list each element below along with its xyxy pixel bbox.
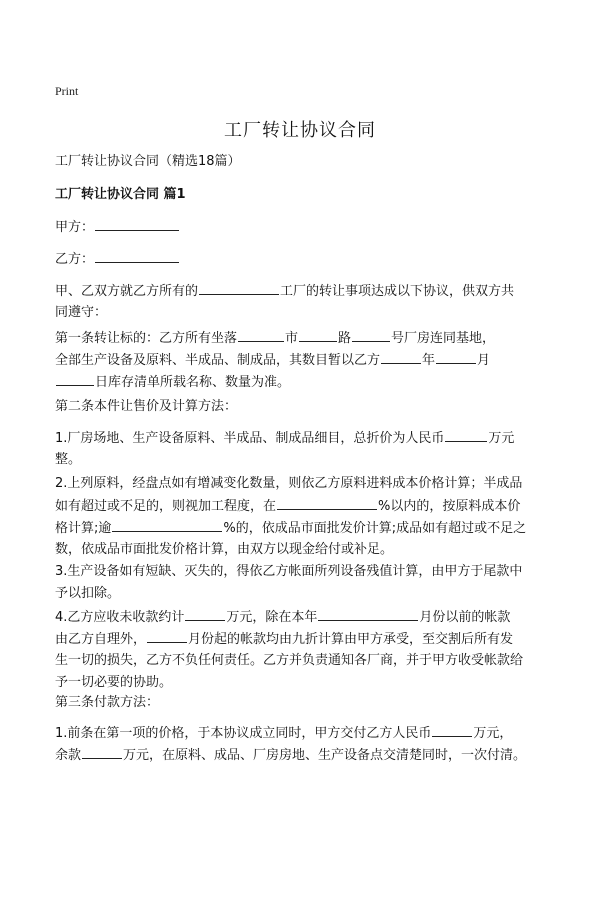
month-blank (436, 349, 476, 364)
article-2-item-4: 4.乙方应收未收款约计 万元，除在本年 月份以前的帐款 由乙方自理外， 月份起的帐款均由九折计算由甲方承受，至交割后所有发 生一切的损失，乙方不负任何责任。乙方并负责通知各厂商，并于甲方收受帐款给 予一切必要的协助。 (55, 606, 555, 694)
party-a-line: 甲方： (55, 216, 555, 238)
percent-range-blank (277, 495, 377, 510)
receivable-amount-blank (185, 606, 225, 621)
party-a-blank (95, 216, 179, 231)
percent-over-blank (112, 517, 222, 532)
article-2-item-1: 1.厂房场地、生产设备原料、半成品、制成品细目，总折价为人民币 万元 整。 (55, 427, 555, 471)
day-blank (56, 371, 94, 386)
article-2-heading: 第二条本件让售价及计算方法： (55, 399, 238, 414)
party-b-line: 乙方： (55, 248, 555, 270)
article-3-heading: 第三条付款方法： (55, 695, 160, 710)
print-link[interactable]: Print (55, 84, 79, 98)
article-3-item-1: 1.前条在第一项的价格，于本协议成立同时，甲方交付乙方人民币 万元， 余款 万元，在原料、成品、厂房房地、生产设备点交清楚同时，一次付清。 (55, 722, 555, 766)
road-blank (299, 327, 337, 342)
month-from-blank (147, 628, 187, 643)
intro-paragraph: 甲、乙双方就乙方所有的 工厂的转让事项达成以下协议，供双方共 同遵守： (55, 280, 555, 324)
month-before-blank (318, 606, 418, 621)
article-2-item-2: 2.上列原料，经盘点如有增减变化数量，则依乙方原料进料成本价格计算；半成品 如有超过或不足的，则视加工程度，在 %以内的，按原料成本价 格计算;逾 %的，依成品市面批发价计算;成品如有超过或不足之 数，依成品市面批发价格计算，由双方以现金给付或补足。 (55, 476, 527, 557)
balance-blank (82, 744, 122, 759)
document-title: 工厂转让协议合同 (224, 120, 376, 141)
article-1-paragraph: 第一条转让标的：乙方所有坐落 市 路 号厂房连同基地， 全部生产设备及原料、半成品、制成品，其数目暂以乙方 年 月 日库存清单所载名称、数量为准。 (55, 327, 555, 393)
section-heading: 工厂转让协议合同 篇1 (55, 187, 186, 202)
year-blank (381, 349, 421, 364)
factory-name-blank (199, 280, 279, 295)
total-price-blank (445, 427, 487, 442)
number-blank (352, 327, 390, 342)
first-payment-blank (432, 722, 472, 737)
article-2-item-3: 3.生产设备如有短缺、灭失的，得依乙方帐面所列设备残值计算，由甲方于尾款中 予以扣除。 (55, 564, 523, 601)
party-b-blank (95, 248, 179, 263)
city-blank (238, 327, 284, 342)
document-subtitle: 工厂转让协议合同（精选18篇） (55, 154, 241, 169)
